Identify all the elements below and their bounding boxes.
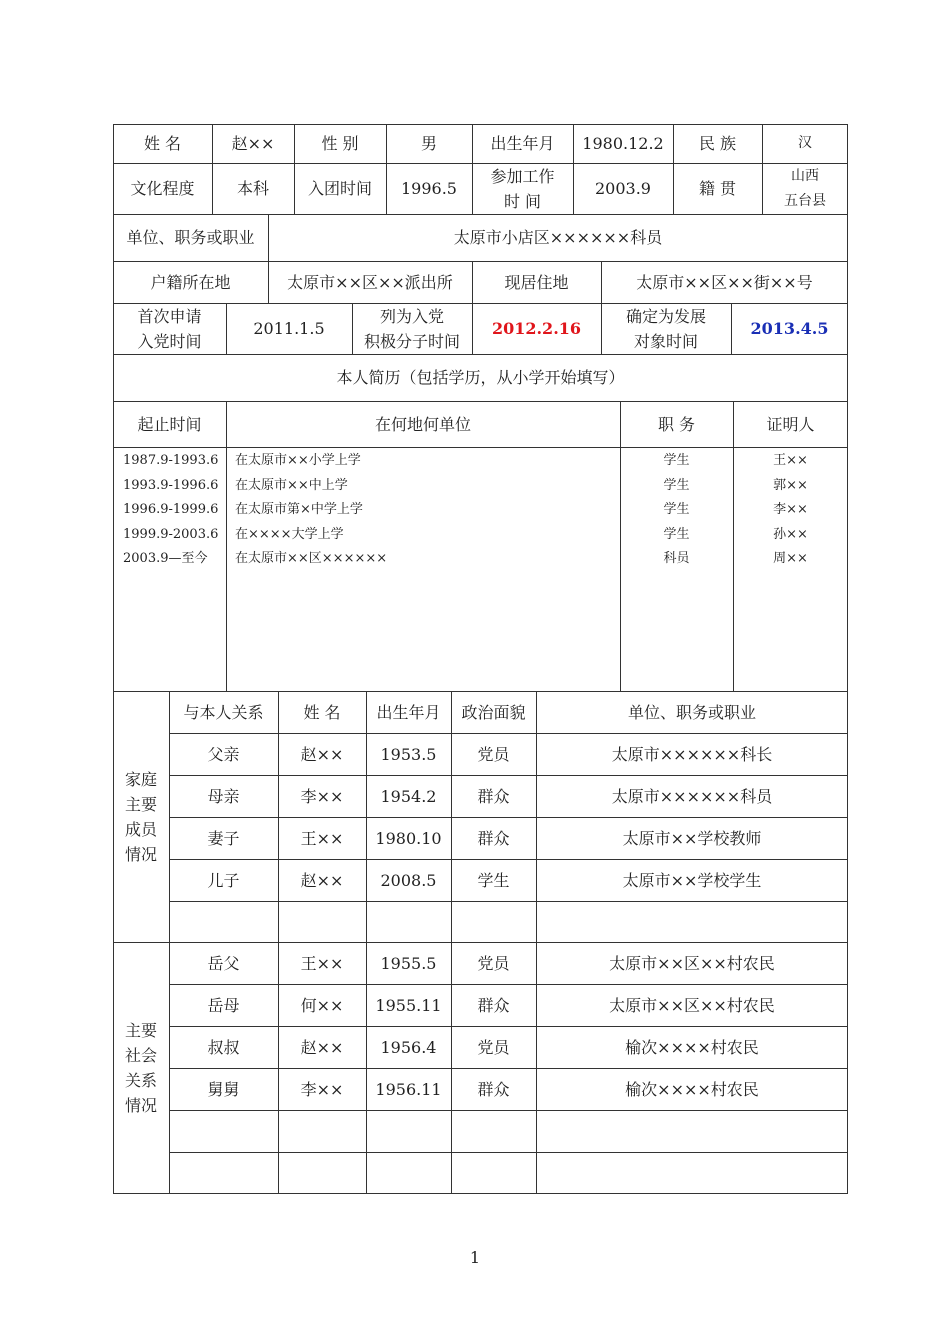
table-cell: 2008.5 xyxy=(380,870,437,890)
table-cell: 太原市××区××村农民 xyxy=(609,953,775,973)
residence-value: 太原市××区××街××号 xyxy=(636,272,813,292)
list-item: 李×× xyxy=(773,502,808,518)
list-item: 周×× xyxy=(773,551,808,567)
list-item: 在太原市××小学上学 xyxy=(235,453,361,468)
social-label-line: 关系 xyxy=(124,1071,157,1090)
social-section-label xyxy=(113,942,169,1194)
table-cell: 赵×× xyxy=(300,1037,344,1057)
list-item: 1999.9-2003.6 xyxy=(123,526,219,542)
activist-time-label-line1: 列为入党 xyxy=(379,306,444,326)
table-cell: 太原市××××××科员 xyxy=(611,786,773,806)
family-label-line: 家庭 xyxy=(124,769,157,789)
resume-title: 本人简历（包括学历，从小学开始填写） xyxy=(336,368,625,387)
activist-time-value: 2012.2.16 xyxy=(491,319,582,338)
develop-time-label-line1: 确定为发展 xyxy=(625,306,706,326)
table-cell: 岳母 xyxy=(207,995,240,1015)
resume-header-witness: 证明人 xyxy=(766,414,815,434)
list-item: 学生 xyxy=(663,453,690,468)
list-item: 1996.9-1999.6 xyxy=(123,502,219,518)
name-label: 姓 名 xyxy=(143,134,182,153)
table-cell: 榆次××××村农民 xyxy=(625,1079,759,1099)
social-label-line: 社会 xyxy=(124,1046,157,1065)
league-join-value: 1996.5 xyxy=(401,179,457,198)
list-item: 2003.9—至今 xyxy=(123,551,208,567)
grid-line xyxy=(169,1110,848,1111)
table-cell: 儿子 xyxy=(207,870,240,890)
page-number: 1 xyxy=(469,1248,481,1267)
table-cell: 赵×× xyxy=(300,744,344,764)
table-cell: 党员 xyxy=(477,744,510,764)
family-section-label xyxy=(113,691,169,942)
list-item: 学生 xyxy=(663,526,690,542)
education-value: 本科 xyxy=(236,179,269,198)
family-label-line: 主要 xyxy=(124,794,157,814)
table-cell: 1956.11 xyxy=(375,1079,442,1099)
social-label-line: 情况 xyxy=(124,1096,157,1115)
family-header-unit: 单位、职务或职业 xyxy=(627,702,756,722)
birth-value: 1980.12.2 xyxy=(582,134,664,153)
table-cell: 榆次××××村农民 xyxy=(625,1037,759,1057)
table-cell: 岳父 xyxy=(207,953,240,973)
list-item: 学生 xyxy=(663,477,690,493)
table-cell: 1980.10 xyxy=(375,828,442,848)
grid-line xyxy=(113,447,848,448)
activist-time-label-line2: 积极分子时间 xyxy=(363,331,460,351)
hukou-value: 太原市××区××派出所 xyxy=(287,272,453,292)
list-item: 在太原市××区×××××× xyxy=(235,551,388,567)
apply-time-label-line1: 首次申请 xyxy=(137,306,202,326)
work-start-value: 2003.9 xyxy=(595,179,651,198)
hukou-label: 户籍所在地 xyxy=(150,272,231,292)
list-item: 孙×× xyxy=(773,526,808,542)
table-cell: 母亲 xyxy=(207,786,240,806)
family-header-birth: 出生年月 xyxy=(376,702,441,722)
list-item: 学生 xyxy=(663,502,690,518)
table-cell: 太原市××区××村农民 xyxy=(609,995,775,1015)
table-cell: 叔叔 xyxy=(207,1037,240,1057)
native-place-value xyxy=(762,163,848,214)
table-cell: 1956.4 xyxy=(380,1037,437,1057)
table-cell: 1955.11 xyxy=(375,995,442,1015)
work-start-label-line1: 参加工作 xyxy=(490,166,555,186)
resume-witness-list xyxy=(733,449,848,572)
table-cell: 父亲 xyxy=(207,744,240,764)
resume-period-list xyxy=(123,449,223,572)
native-place-line1: 山西 xyxy=(791,167,819,184)
list-item: 在××××大学上学 xyxy=(235,526,344,542)
table-cell: 1954.2 xyxy=(380,786,437,806)
family-header-political: 政治面貌 xyxy=(461,702,526,722)
table-cell: 李×× xyxy=(300,786,344,806)
develop-time-value: 2013.4.5 xyxy=(750,319,829,338)
table-cell: 1955.5 xyxy=(380,953,437,973)
grid-line xyxy=(169,901,848,902)
social-label-line: 主要 xyxy=(124,1021,157,1040)
gender-value: 男 xyxy=(420,134,437,153)
table-cell: 1953.5 xyxy=(380,744,437,764)
name-value: 赵×× xyxy=(231,134,275,153)
family-header-name: 姓 名 xyxy=(303,702,341,722)
table-cell: 群众 xyxy=(477,828,510,848)
league-join-label: 入团时间 xyxy=(307,179,372,198)
list-item: 王×× xyxy=(773,453,808,468)
work-start-label-line2: 时 间 xyxy=(503,191,542,211)
table-cell: 何×× xyxy=(300,995,344,1015)
develop-time-label-line2: 对象时间 xyxy=(633,331,698,351)
table-cell: 王×× xyxy=(300,953,344,973)
resume-position-list xyxy=(620,449,733,572)
table-cell: 舅舅 xyxy=(207,1079,240,1099)
table-cell: 群众 xyxy=(477,995,510,1015)
table-cell: 王×× xyxy=(300,828,344,848)
unit-label: 单位、职务或职业 xyxy=(126,228,255,247)
list-item: 在太原市××中上学 xyxy=(235,477,348,493)
resume-header-place: 在何地何单位 xyxy=(374,414,471,434)
table-cell: 党员 xyxy=(477,1037,510,1057)
apply-time-label-line2: 入党时间 xyxy=(137,331,202,351)
table-cell: 党员 xyxy=(477,953,510,973)
resume-place-list xyxy=(235,449,615,572)
residence-label: 现居住地 xyxy=(504,272,569,292)
table-cell: 学生 xyxy=(477,870,510,890)
resume-header-position: 职 务 xyxy=(657,414,696,434)
table-cell: 群众 xyxy=(477,786,510,806)
table-cell: 太原市××学校学生 xyxy=(622,870,762,890)
native-place-label: 籍 贯 xyxy=(698,179,737,198)
work-start-label xyxy=(472,163,573,214)
apply-time-value: 2011.1.5 xyxy=(253,319,325,338)
native-place-line2: 五台县 xyxy=(784,192,826,209)
family-label-line: 成员 xyxy=(124,819,157,839)
resume-header-period: 起止时间 xyxy=(137,414,202,434)
family-label-line: 情况 xyxy=(124,844,157,864)
develop-time-label xyxy=(601,303,731,354)
table-cell: 妻子 xyxy=(207,828,240,848)
activist-time-label xyxy=(352,303,472,354)
table-cell: 李×× xyxy=(300,1079,344,1099)
grid-line xyxy=(169,1152,848,1153)
apply-time-label xyxy=(113,303,226,354)
birth-label: 出生年月 xyxy=(490,134,555,153)
gender-label: 性 别 xyxy=(321,134,359,153)
unit-value: 太原市小店区××××××科员 xyxy=(453,228,663,247)
table-cell: 太原市××××××科长 xyxy=(611,744,773,764)
table-cell: 群众 xyxy=(477,1079,510,1099)
table-cell: 赵×× xyxy=(300,870,344,890)
ethnic-value: 汉 xyxy=(798,135,812,151)
list-item: 在太原市第×中学上学 xyxy=(235,502,363,518)
ethnic-label: 民 族 xyxy=(698,134,737,153)
list-item: 1993.9-1996.6 xyxy=(123,477,219,493)
education-label: 文化程度 xyxy=(130,179,195,198)
list-item: 郭×× xyxy=(773,477,808,493)
family-header-relation: 与本人关系 xyxy=(183,702,264,722)
list-item: 科员 xyxy=(663,551,690,567)
table-cell: 太原市××学校教师 xyxy=(622,828,762,848)
list-item: 1987.9-1993.6 xyxy=(123,453,219,468)
